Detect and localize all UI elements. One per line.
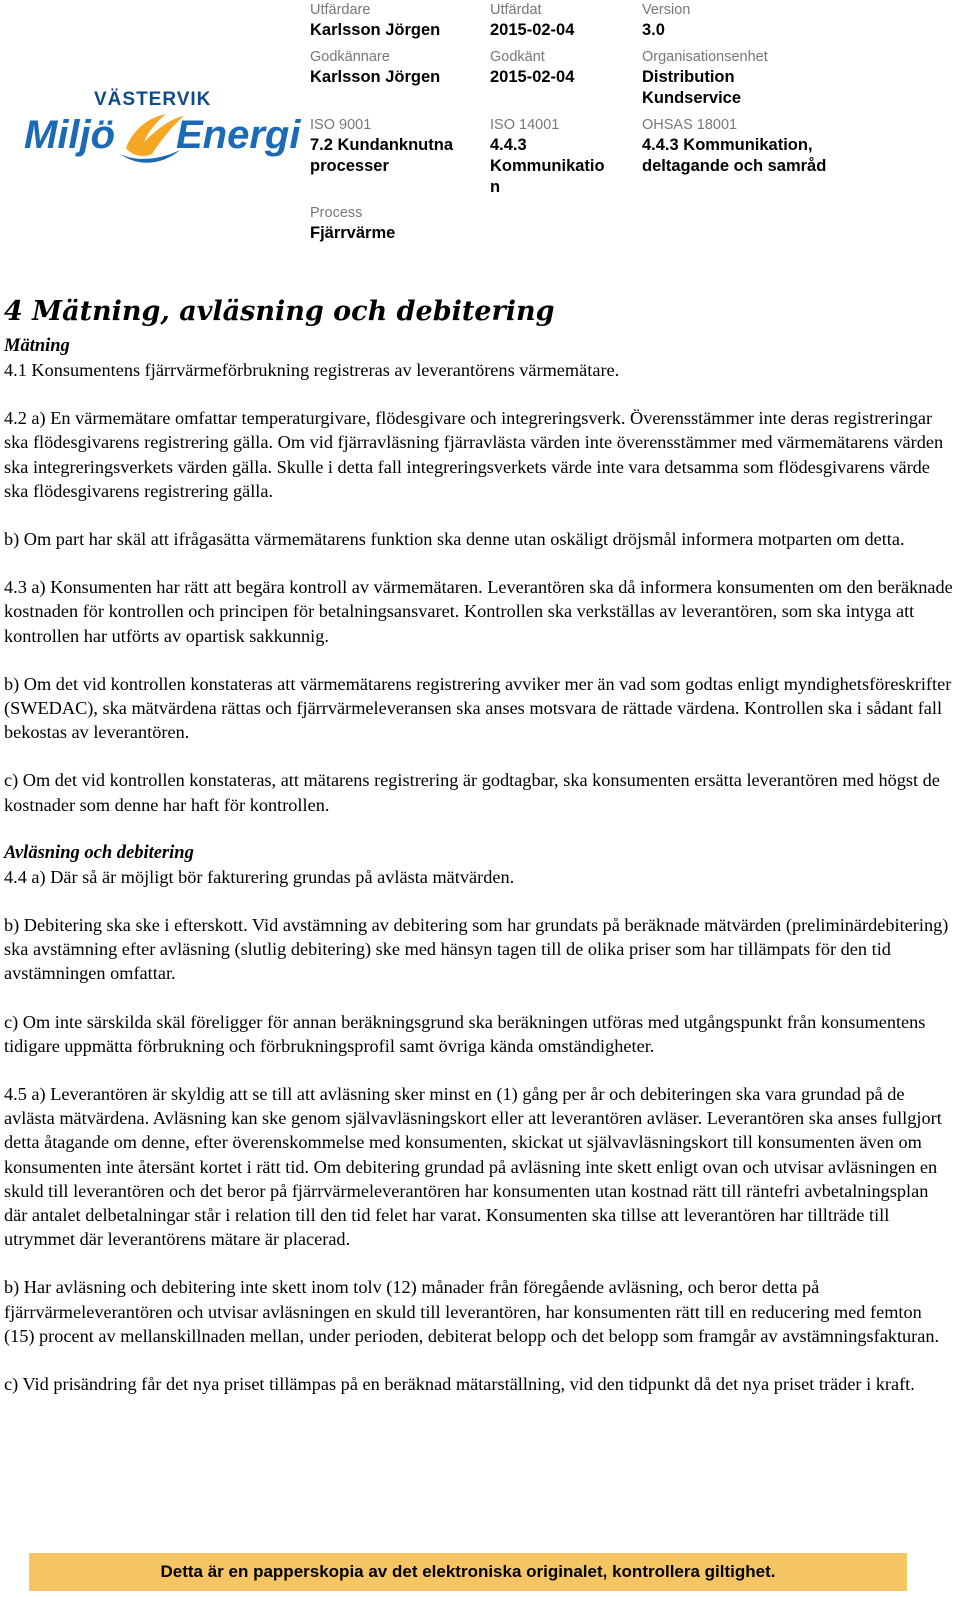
paragraph-4-2b: b) Om part har skäl att ifrågasätta värmemätarens funktion ska denne utan oskäligt dröjsmål informera motparten om detta. bbox=[4, 529, 905, 550]
meta-iso14001-value-3: n bbox=[490, 178, 501, 196]
meta-process bbox=[310, 203, 395, 244]
paragraph-4-2a: 4.2 a) En värmemätare omfattar temperaturgivare, flödesgivare och integreringsverk. Överensstämmer inte deras registreringar ska flödesgivarens registrering gälla. Om vid fjärravläsning fjärravlästa värden inte överensstämmer med värmemätarens värden ska integreringsverkets värden gälla. Skulle i detta fall integreringsverkets värde inte vara detsamma som flödesgivarens värde ska flödesgivarens registrering gälla. bbox=[4, 408, 944, 501]
meta-iso9001-value-2: processer bbox=[310, 157, 389, 175]
logo-text-energi: Energi bbox=[176, 113, 301, 157]
company-logo bbox=[24, 88, 304, 178]
paragraph-4-4c: c) Om inte särskilda skäl föreligger för annan beräkningsgrund ska beräkningen utföras med utgångspunkt från konsumentens tidigare uppmätta förbrukning och förbrukningsprofil samt övriga kända omständigheter. bbox=[4, 1011, 926, 1056]
meta-utfardare-value: Karlsson Jörgen bbox=[310, 21, 441, 39]
document-body bbox=[4, 294, 954, 1420]
meta-godkannare-value: Karlsson Jörgen bbox=[310, 68, 441, 86]
logo-text-vastervik: VÄSTERVIK bbox=[94, 89, 212, 110]
paragraph-4-3b: b) Om det vid kontrollen konstateras att värmemätarens registrering avviker mer än vad som godtas enligt myndighetsföreskrifter (SWEDAC), ska mätvärdena rättas och fjärrvärmeleveransen ska anses motsvara de rättade värdena. Kontrollen ska i sådant fall bekostas av leverantören. bbox=[4, 673, 952, 743]
meta-utfardat-value: 2015-02-04 bbox=[490, 21, 575, 39]
meta-version-value: 3.0 bbox=[642, 21, 665, 39]
paragraph-4-3c: c) Om det vid kontrollen konstateras, att mätarens registrering är godtagbar, ska konsumenten ersätta leverantören med högst de kostnader som denne har haft för kontrollen. bbox=[4, 770, 940, 815]
paragraph-4-5b: b) Har avläsning och debitering inte skett inom tolv (12) månader från föregående avläsning, och beror detta på fjärrvärmeleverantören och utvisar avläsningen en skuld till leverantören, har konsumenten rätt till en reducering med femton (15) procent av mellanskillnaden mellan, under perioden, debiterat belopp och det belopp som framgår av avstämningsfakturan. bbox=[4, 1277, 940, 1346]
paper-copy-banner: Detta är en papperskopia av det elektroniska originalet, kontrollera giltighet. bbox=[29, 1553, 907, 1591]
meta-utfardare bbox=[310, 0, 440, 41]
meta-godkannare bbox=[310, 47, 440, 88]
meta-process-label: Process bbox=[310, 205, 363, 221]
page-title: 4 Mätning, avläsning och debitering bbox=[4, 296, 555, 327]
meta-godkannare-label: Godkännare bbox=[310, 49, 390, 65]
meta-version bbox=[642, 0, 690, 41]
section-heading-avlasning: Avläsning och debitering bbox=[4, 842, 194, 863]
paragraph-4-4b: b) Debitering ska ske i efterskott. Vid avstämning av debitering som har grundats på beräknade mätvärden (preliminärdebitering) ska avstämning efter avläsning (slutlig debitering) ske med hänsyn tagen till de olika priser som har tillämpats för den tid avstämningen omfattar. bbox=[4, 915, 949, 984]
paragraph-4-5c: c) Vid prisändring får det nya priset tillämpas på en beräknad mätarställning, vid den tidpunkt då det nya priset träder i kraft. bbox=[4, 1374, 915, 1395]
logo-text-miljo: Miljö bbox=[24, 113, 116, 157]
meta-ohsas18001 bbox=[642, 115, 826, 177]
meta-organisationsenhet bbox=[642, 47, 768, 109]
paragraph-4-4a: 4.4 a) Där så är möjligt bör fakturering grundas på avlästa mätvärden. bbox=[4, 866, 515, 887]
paragraph-4-5a: 4.5 a) Leverantören är skyldig att se till att avläsning sker minst en (1) gång per år och debiteringen ska vara grundad på de avlästa mätvärdena. Avläsning kan ske genom självavläsningskort eller att leverantören avläser. Leverantören ska anses fullgjort detta åtagande om denne, efter överenskommelse med konsumenten, skickat ut självavläsningskort till konsumenten även om konsumenten inte återsänt kortet i rätt tid. Om debitering grundad på avläsning inte skett enligt ovan och utvisar avläsningen en skuld till leverantören och det beror på fjärrvärmeleverantören har konsumenten utan kostnad rätt till räntefri avbetalningsplan där antalet delbetalningar står i relation till den tid felet har varat. Konsumenten ska tillse att leverantören har tillträde till utrymmet där leverantörens mätare är placerad. bbox=[4, 1084, 942, 1250]
meta-utfardare-label: Utfärdare bbox=[310, 2, 371, 18]
meta-ohsas18001-label: OHSAS 18001 bbox=[642, 117, 738, 133]
meta-utfardat bbox=[490, 0, 574, 41]
paragraph-4-3a: 4.3 a) Konsumenten har rätt att begära kontroll av värmemätaren. Leverantören ska då informera konsumenten om den beräknade kostnaden för kontrollen och principen för betalningsansvaret. Kontrollen ska verkställas av leverantören, som ska intyga att kontrollen har utförts av opartisk sakkunnig. bbox=[4, 577, 953, 646]
meta-iso14001-label: ISO 14001 bbox=[490, 117, 560, 133]
meta-iso9001-value-1: 7.2 Kundanknutna bbox=[310, 136, 454, 154]
meta-ohsas18001-value-2: deltagande och samråd bbox=[642, 157, 827, 175]
meta-organisationsenhet-value-1: Distribution bbox=[642, 68, 735, 86]
meta-version-label: Version bbox=[642, 2, 691, 18]
meta-organisationsenhet-value-2: Kundservice bbox=[642, 89, 742, 107]
section-heading-matning: Mätning bbox=[4, 336, 70, 356]
meta-organisationsenhet-label: Organisationsenhet bbox=[642, 49, 768, 65]
meta-iso9001 bbox=[310, 115, 453, 177]
meta-iso14001-value-1: 4.4.3 bbox=[490, 136, 527, 154]
meta-iso14001 bbox=[490, 115, 605, 198]
meta-ohsas18001-value-1: 4.4.3 Kommunikation, bbox=[642, 136, 813, 154]
meta-godkant-label: Godkänt bbox=[490, 49, 545, 65]
meta-godkant bbox=[490, 47, 574, 88]
meta-process-value: Fjärrvärme bbox=[310, 224, 396, 242]
meta-utfardat-label: Utfärdat bbox=[490, 2, 542, 18]
paragraph-4-1: 4.1 Konsumentens fjärrvärmeförbrukning registreras av leverantörens värmemätare. bbox=[4, 360, 620, 380]
meta-iso9001-label: ISO 9001 bbox=[310, 117, 372, 133]
meta-iso14001-value-2: Kommunikatio bbox=[490, 157, 605, 175]
meta-godkant-value: 2015-02-04 bbox=[490, 68, 575, 86]
